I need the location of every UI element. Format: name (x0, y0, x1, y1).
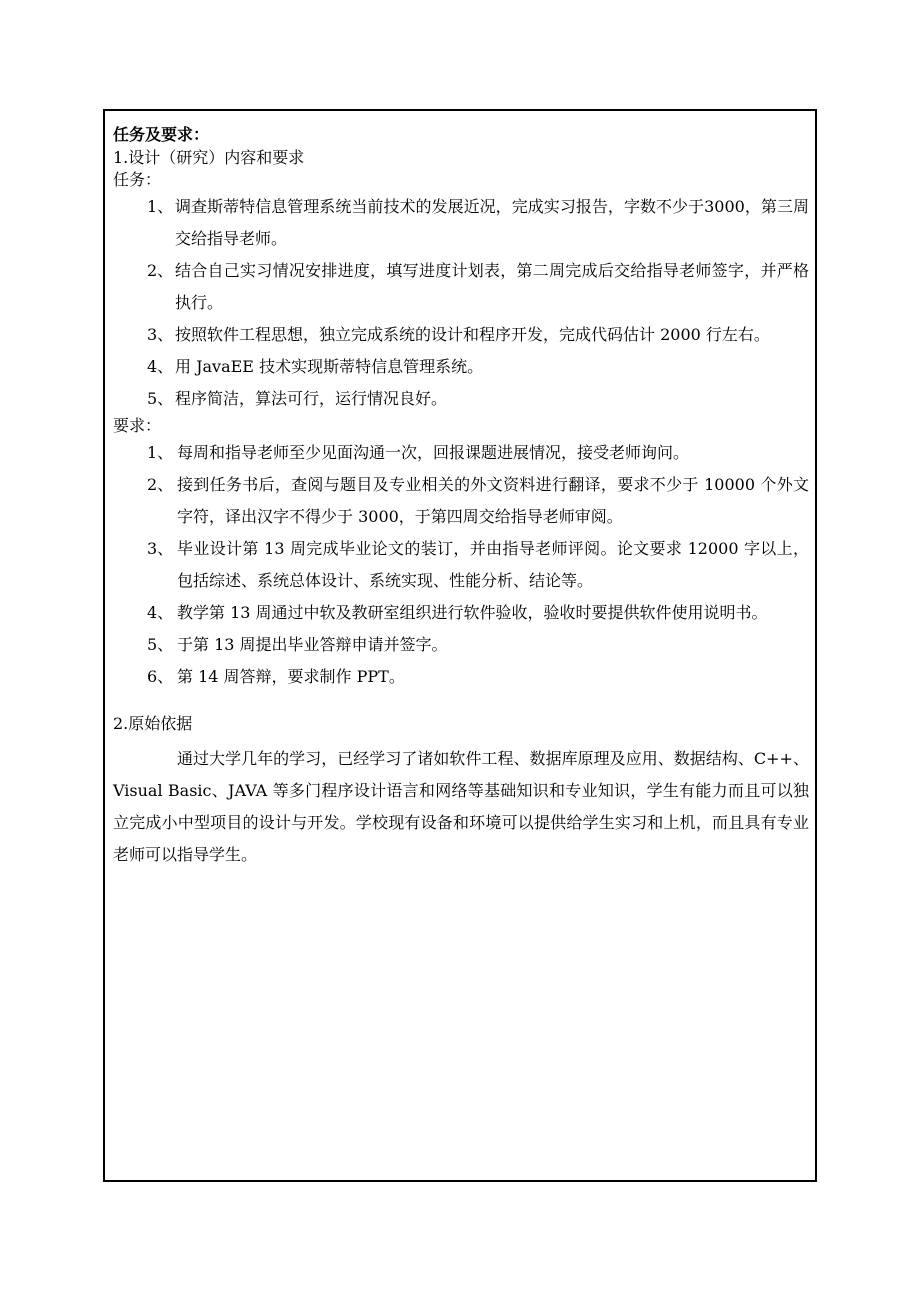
task-form-frame (103, 109, 817, 1182)
task-item-4 (113, 351, 809, 383)
section2-title: 2.原始依据 (113, 714, 193, 733)
task-item-5 (113, 383, 809, 415)
requirements-list (113, 437, 809, 693)
task-item-text: 用 JavaEE 技术实现斯蒂特信息管理系统。 (175, 357, 484, 376)
tasks-label: 任务： (113, 170, 162, 189)
task-item-number: 4、 (147, 357, 174, 376)
section2-body: 通过大学几年的学习，已经学习了诸如软件工程、数据库原理及应用、数据结构、C++、Visual Basic、JAVA 等多门程序设计语言和网络等基础知识和专业知识，学生有能力而且可以独立完成小中型项目的设计与开发。学校现有设备和环境可以提供给学生实习和上机，而且具有专业老师可以指导学生。 (113, 749, 809, 864)
task-item-text: 程序简洁，算法可行，运行情况良好。 (175, 389, 448, 408)
task-item-text: 按照软件工程思想，独立完成系统的设计和程序开发，完成代码估计 2000 行左右。 (175, 325, 770, 344)
requirement-item-text: 接到任务书后，查阅与题目及专业相关的外文资料进行翻译，要求不少于 10000 个外文字符，译出汉字不得少于 3000，于第四周交给指导老师审阅。 (177, 475, 809, 526)
form-content (113, 123, 809, 871)
requirement-item-number: 2、 (147, 475, 174, 494)
task-item-text: 结合自己实习情况安排进度，填写进度计划表，第二周完成后交给指导老师签字，并严格执行。 (175, 261, 809, 312)
task-item-2 (113, 255, 809, 319)
form-heading: 任务及要求： (113, 125, 210, 144)
tasks-list (113, 191, 809, 415)
requirement-item-2 (113, 469, 809, 533)
task-item-number: 1、 (147, 197, 174, 216)
task-item-3 (113, 319, 809, 351)
requirement-item-1 (113, 437, 809, 469)
requirement-item-number: 3、 (147, 539, 174, 558)
requirement-item-text: 第 14 周答辩，要求制作 PPT。 (177, 667, 405, 686)
requirement-item-text: 每周和指导老师至少见面沟通一次，回报课题进展情况，接受老师询问。 (177, 443, 690, 462)
requirement-item-number: 5、 (147, 635, 174, 654)
task-item-1 (113, 191, 809, 255)
requirements-label: 要求： (113, 416, 162, 435)
requirement-item-6 (113, 661, 809, 693)
requirement-item-number: 1、 (147, 443, 174, 462)
requirement-item-4 (113, 597, 809, 629)
section-spacer (113, 693, 809, 713)
requirement-item-5 (113, 629, 809, 661)
task-item-number: 2、 (147, 261, 174, 280)
task-item-number: 3、 (147, 325, 174, 344)
requirement-item-number: 6、 (147, 667, 174, 686)
requirement-item-text: 教学第 13 周通过中软及教研室组织进行软件验收，验收时要提供软件使用说明书。 (177, 603, 768, 622)
section1-title: 1.设计（研究）内容和要求 (113, 148, 305, 167)
requirement-item-text: 毕业设计第 13 周完成毕业论文的装订，并由指导老师评阅。论文要求 12000 字以上，包括综述、系统总体设计、系统实现、性能分析、结论等。 (177, 539, 809, 590)
requirement-item-number: 4、 (147, 603, 174, 622)
requirement-item-text: 于第 13 周提出毕业答辩申请并签字。 (177, 635, 448, 654)
task-item-text: 调查斯蒂特信息管理系统当前技术的发展近况，完成实习报告，字数不少于3000，第三周交给指导老师。 (175, 197, 809, 248)
task-item-number: 5、 (147, 389, 174, 408)
requirement-item-3 (113, 533, 809, 597)
